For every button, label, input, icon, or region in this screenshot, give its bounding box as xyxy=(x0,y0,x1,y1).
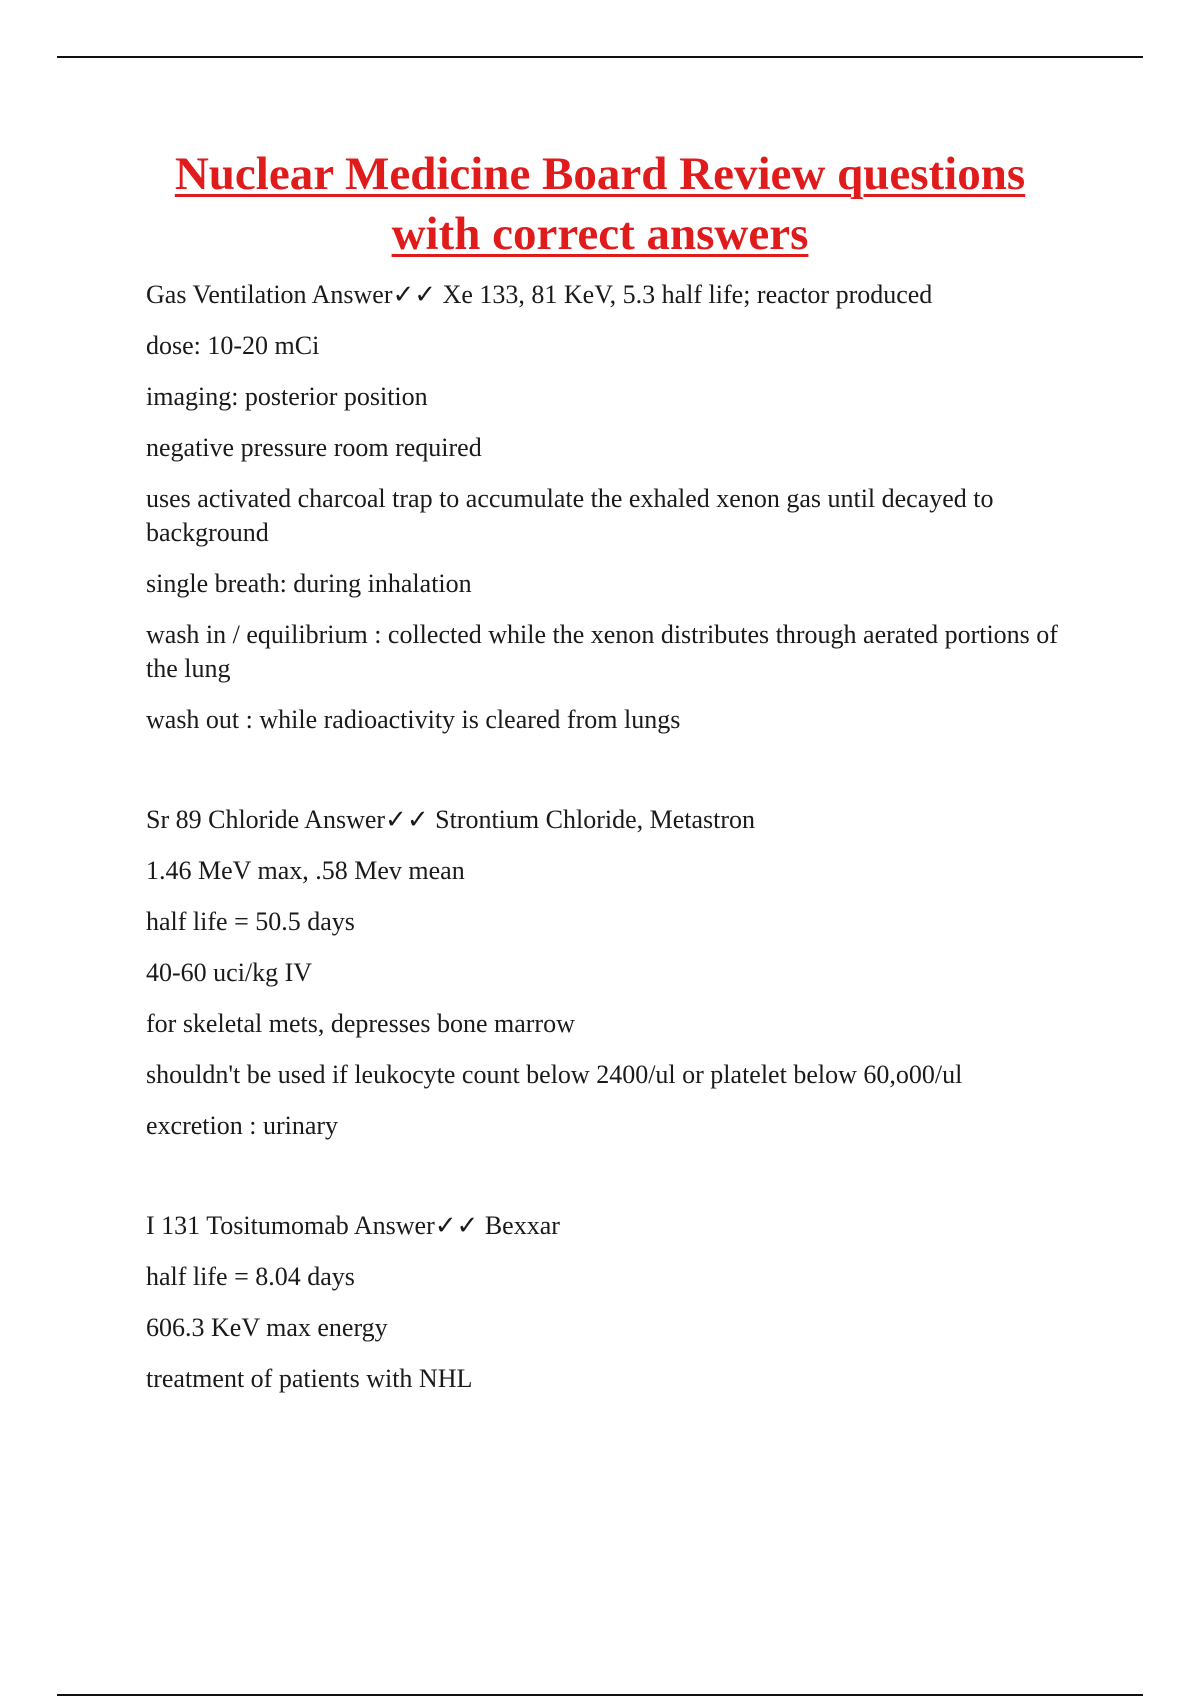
answer-line: 606.3 KeV max energy xyxy=(146,1313,388,1342)
question-line: Sr 89 Chloride Answer✓✓ Strontium Chloride, Metastron xyxy=(146,805,756,834)
question-line: I 131 Tositumomab Answer✓✓ Bexxar xyxy=(146,1211,560,1240)
answer-line: single breath: during inhalation xyxy=(146,569,472,598)
answer-line: shouldn't be used if leukocyte count below 2400/ul or platelet below 60,o00/ul xyxy=(146,1060,963,1089)
answer-line: half life = 8.04 days xyxy=(146,1262,355,1291)
qa-block-sr89-chloride xyxy=(146,803,1076,1143)
answer-line: 1.46 MeV max, .58 Mev mean xyxy=(146,856,465,885)
block-spacer xyxy=(146,754,1076,803)
title-line-1: Nuclear Medicine Board Review questions xyxy=(174,148,1026,200)
qa-block-gas-ventilation xyxy=(146,278,1076,737)
question-line: Gas Ventilation Answer✓✓ Xe 133, 81 KeV, 5.3 half life; reactor produced xyxy=(146,280,933,309)
qa-block-i131-tositumomab xyxy=(146,1209,1076,1396)
top-rule xyxy=(57,56,1143,58)
document-title xyxy=(100,144,1100,264)
title-line-2: with correct answers xyxy=(391,208,809,260)
answer-line: excretion : urinary xyxy=(146,1111,339,1140)
block-spacer xyxy=(146,1160,1076,1209)
answer-line: uses activated charcoal trap to accumulate the exhaled xenon gas until decayed to background xyxy=(146,484,994,547)
answer-line: 40-60 uci/kg IV xyxy=(146,958,313,987)
document-body xyxy=(146,278,1076,1413)
answer-line: half life = 50.5 days xyxy=(146,907,355,936)
answer-line: dose: 10-20 mCi xyxy=(146,331,320,360)
answer-line: wash out : while radioactivity is cleared from lungs xyxy=(146,705,681,734)
answer-line: wash in / equilibrium : collected while the xenon distributes through aerated portions of the lung xyxy=(146,620,1058,683)
answer-line: for skeletal mets, depresses bone marrow xyxy=(146,1009,575,1038)
bottom-rule xyxy=(57,1694,1143,1696)
answer-line: negative pressure room required xyxy=(146,433,482,462)
answer-line: imaging: posterior position xyxy=(146,382,428,411)
answer-line: treatment of patients with NHL xyxy=(146,1364,473,1393)
